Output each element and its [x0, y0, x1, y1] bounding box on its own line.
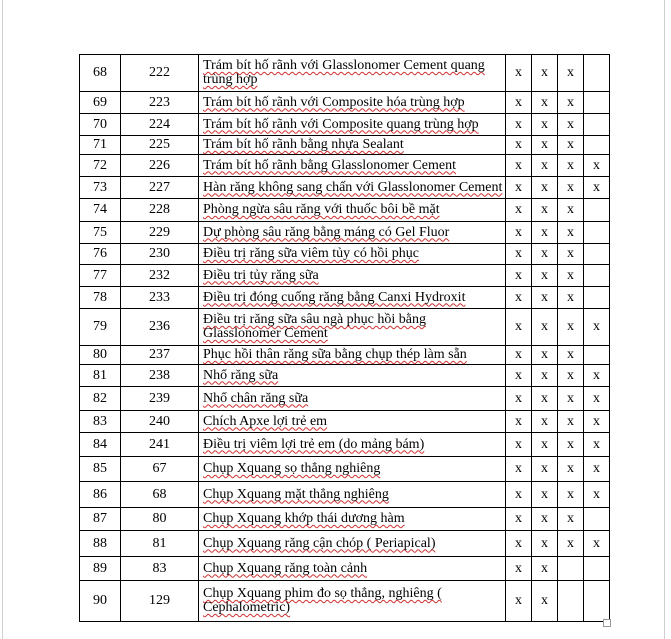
procedure-name-text: Điều trị tủy răng sữa [203, 267, 319, 283]
table-row [80, 136, 610, 155]
procedure-code-cell[interactable]: 68 [121, 482, 199, 508]
level-mark-cell-3[interactable]: x [558, 114, 584, 136]
level-mark-cell-4[interactable] [584, 92, 610, 114]
procedure-code-cell[interactable]: 241 [121, 433, 199, 457]
row-number-cell[interactable]: 90 [80, 581, 121, 622]
procedure-name-text: Điều trị viêm lợi trẻ em (do mảng bám) [203, 436, 425, 452]
level-mark-cell-4[interactable]: x [584, 365, 610, 387]
level-mark-cell-2[interactable]: x [532, 365, 558, 387]
level-mark-cell-4[interactable]: x [584, 433, 610, 457]
level-mark-cell-4[interactable] [584, 136, 610, 155]
row-number-cell[interactable]: 89 [80, 557, 121, 581]
procedure-code-cell[interactable]: 129 [121, 581, 199, 622]
table-row [80, 199, 610, 222]
procedure-name-cell[interactable] [199, 346, 506, 365]
table-row [80, 309, 610, 346]
level-mark-cell-1[interactable]: x [506, 557, 532, 581]
level-mark-cell-4[interactable]: x [584, 457, 610, 482]
table-row [80, 433, 610, 457]
procedure-code-cell[interactable]: 81 [121, 531, 199, 557]
level-mark-cell-3[interactable]: x [558, 433, 584, 457]
level-mark-cell-2[interactable]: x [532, 482, 558, 508]
procedure-code-cell[interactable]: 232 [121, 265, 199, 287]
procedure-name-text: Dự phòng sâu răng bằng máng có Gel Fluor [203, 224, 450, 240]
table-row [80, 346, 610, 365]
level-mark-cell-4[interactable]: x [584, 531, 610, 557]
row-number-cell[interactable]: 69 [80, 92, 121, 114]
row-number-cell[interactable]: 77 [80, 265, 121, 287]
procedure-name-text: Chụp Xquang răng cận chóp ( Periapical) [203, 535, 436, 551]
row-number-cell[interactable]: 71 [80, 136, 121, 155]
level-mark-cell-2[interactable]: x [532, 199, 558, 222]
procedure-name-cell[interactable] [199, 244, 506, 265]
level-mark-cell-3[interactable]: x [558, 387, 584, 411]
table-row [80, 287, 610, 309]
level-mark-cell-4[interactable] [584, 199, 610, 222]
level-mark-cell-3[interactable]: x [558, 265, 584, 287]
level-mark-cell-4[interactable] [584, 55, 610, 92]
procedure-name-text: Điều trị đóng cuống răng bằng Canxi Hydroxit [203, 289, 466, 305]
level-mark-cell-4[interactable]: x [584, 177, 610, 199]
procedure-name-text: Trám bít hố rãnh bằng nhựa Sealant [203, 137, 404, 152]
procedure-name-text: Chụp Xquang sọ thẳng nghiêng [203, 461, 381, 476]
level-mark-cell-1[interactable]: x [506, 92, 532, 114]
procedure-name-cell[interactable] [199, 199, 506, 222]
procedure-code-cell[interactable]: 80 [121, 508, 199, 531]
procedure-code-cell[interactable]: 230 [121, 244, 199, 265]
level-mark-cell-2[interactable]: x [532, 92, 558, 114]
procedure-name-text: Trám bít hố rãnh với Composite quang trùng hợp [203, 116, 479, 132]
level-mark-cell-1[interactable]: x [506, 136, 532, 155]
row-number-cell[interactable]: 80 [80, 346, 121, 365]
level-mark-cell-1[interactable]: x [506, 265, 532, 287]
procedure-name-cell[interactable] [199, 457, 506, 482]
procedure-name-cell[interactable] [199, 155, 506, 177]
procedure-name-cell[interactable] [199, 557, 506, 581]
level-mark-cell-2[interactable]: x [532, 265, 558, 287]
table-resize-handle[interactable] [603, 619, 611, 627]
procedure-name-cell[interactable] [199, 482, 506, 508]
row-number-cell[interactable]: 73 [80, 177, 121, 199]
level-mark-cell-4[interactable] [584, 287, 610, 309]
procedure-name-text: Điều trị răng sữa viêm tủy có hồi phục [203, 246, 419, 261]
level-mark-cell-1[interactable]: x [506, 457, 532, 482]
level-mark-cell-4[interactable]: x [584, 411, 610, 433]
row-number-cell[interactable]: 86 [80, 482, 121, 508]
procedure-name-text: Chụp Xquang mặt thẳng nghiêng [203, 486, 389, 502]
procedure-name-cell[interactable] [199, 114, 506, 136]
row-number-cell[interactable]: 70 [80, 114, 121, 136]
procedure-name-cell[interactable] [199, 411, 506, 433]
procedure-name-cell[interactable] [199, 581, 506, 622]
level-mark-cell-4[interactable]: x [584, 482, 610, 508]
level-mark-cell-1[interactable]: x [506, 199, 532, 222]
procedure-name-cell[interactable] [199, 136, 506, 155]
procedure-name-cell[interactable] [199, 55, 506, 92]
procedure-name-text: Chích Apxe lợi trẻ em [203, 413, 328, 429]
level-mark-cell-3[interactable]: x [558, 457, 584, 482]
table-row [80, 457, 610, 482]
procedure-code-cell[interactable]: 222 [121, 55, 199, 92]
table-row [80, 365, 610, 387]
level-mark-cell-1[interactable]: x [506, 222, 532, 244]
procedure-name-cell[interactable] [199, 531, 506, 557]
level-mark-cell-3[interactable]: x [558, 155, 584, 177]
level-mark-cell-3[interactable]: x [558, 531, 584, 557]
procedure-name-cell[interactable] [199, 309, 506, 346]
level-mark-cell-3[interactable]: x [558, 365, 584, 387]
procedure-name-text: Trám bít hố rãnh với Composite hóa trùng hợp [203, 94, 465, 110]
procedure-table-body [80, 55, 610, 622]
level-mark-cell-2[interactable]: x [532, 136, 558, 155]
table-row [80, 411, 610, 433]
level-mark-cell-4[interactable]: x [584, 387, 610, 411]
procedure-code-cell[interactable]: 236 [121, 309, 199, 346]
level-mark-cell-3[interactable] [558, 557, 584, 581]
level-mark-cell-1[interactable]: x [506, 365, 532, 387]
level-mark-cell-2[interactable]: x [532, 309, 558, 346]
table-row [80, 222, 610, 244]
level-mark-cell-1[interactable]: x [506, 155, 532, 177]
table-row [80, 387, 610, 411]
level-mark-cell-4[interactable] [584, 346, 610, 365]
row-number-cell[interactable]: 68 [80, 55, 121, 92]
row-number-cell[interactable]: 84 [80, 433, 121, 457]
procedure-name-text: Chụp Xquang răng toàn cảnh [203, 560, 368, 576]
level-mark-cell-1[interactable]: x [506, 508, 532, 531]
level-mark-cell-2[interactable]: x [532, 222, 558, 244]
table-row [80, 265, 610, 287]
procedure-name-cell[interactable] [199, 287, 506, 309]
table-row [80, 155, 610, 177]
level-mark-cell-3[interactable]: x [558, 92, 584, 114]
table-row [80, 55, 610, 92]
table-row [80, 581, 610, 622]
level-mark-cell-4[interactable] [584, 265, 610, 287]
table-row [80, 482, 610, 508]
page-right-edge [664, 0, 665, 639]
procedure-code-cell[interactable]: 224 [121, 114, 199, 136]
level-mark-cell-3[interactable]: x [558, 55, 584, 92]
procedure-name-cell[interactable] [199, 222, 506, 244]
row-number-cell[interactable]: 79 [80, 309, 121, 346]
procedure-name-text: Chụp Xquang khớp thái dương hàm [203, 511, 405, 526]
level-mark-cell-3[interactable]: x [558, 309, 584, 346]
level-mark-cell-1[interactable]: x [506, 114, 532, 136]
level-mark-cell-2[interactable]: x [532, 55, 558, 92]
row-number-cell[interactable]: 81 [80, 365, 121, 387]
procedure-name-text: Chụp Xquang phim đo sọ thẳng, nghiêng ( Cephalometric) [203, 586, 442, 615]
procedure-name-cell[interactable] [199, 433, 506, 457]
procedure-name-cell[interactable] [199, 265, 506, 287]
level-mark-cell-2[interactable]: x [532, 244, 558, 265]
table-row [80, 177, 610, 199]
procedure-code-cell[interactable]: 237 [121, 346, 199, 365]
procedure-name-text: Phục hồi thân răng sữa bằng chụp thép làm sẵn [203, 347, 467, 362]
level-mark-cell-2[interactable]: x [532, 557, 558, 581]
row-number-cell[interactable]: 85 [80, 457, 121, 482]
procedure-name-cell[interactable] [199, 365, 506, 387]
procedure-name-text: Nhổ răng sữa [203, 367, 279, 383]
row-number-cell[interactable]: 76 [80, 244, 121, 265]
level-mark-cell-1[interactable]: x [506, 287, 532, 309]
procedure-name-cell[interactable] [199, 508, 506, 531]
level-mark-cell-1[interactable]: x [506, 433, 532, 457]
procedure-code-cell[interactable]: 223 [121, 92, 199, 114]
level-mark-cell-2[interactable]: x [532, 346, 558, 365]
row-number-cell[interactable]: 74 [80, 199, 121, 222]
level-mark-cell-2[interactable]: x [532, 411, 558, 433]
table-row [80, 114, 610, 136]
level-mark-cell-4[interactable] [584, 114, 610, 136]
level-mark-cell-3[interactable]: x [558, 287, 584, 309]
procedure-code-cell[interactable]: 227 [121, 177, 199, 199]
level-mark-cell-2[interactable]: x [532, 155, 558, 177]
level-mark-cell-1[interactable]: x [506, 346, 532, 365]
level-mark-cell-4[interactable] [584, 557, 610, 581]
procedure-name-cell[interactable] [199, 387, 506, 411]
procedure-name-cell[interactable] [199, 177, 506, 199]
row-number-cell[interactable]: 72 [80, 155, 121, 177]
level-mark-cell-2[interactable]: x [532, 114, 558, 136]
level-mark-cell-1[interactable]: x [506, 411, 532, 433]
level-mark-cell-3[interactable]: x [558, 177, 584, 199]
level-mark-cell-2[interactable]: x [532, 581, 558, 622]
procedure-code-cell[interactable]: 83 [121, 557, 199, 581]
table-row [80, 92, 610, 114]
procedure-code-cell[interactable]: 240 [121, 411, 199, 433]
procedure-name-text: Hàn răng không sang chấn với Glasslonomer Cement [203, 179, 503, 195]
level-mark-cell-2[interactable]: x [532, 287, 558, 309]
level-mark-cell-4[interactable] [584, 581, 610, 622]
level-mark-cell-4[interactable]: x [584, 309, 610, 346]
table-row [80, 508, 610, 531]
row-number-cell[interactable]: 83 [80, 411, 121, 433]
row-number-cell[interactable]: 82 [80, 387, 121, 411]
level-mark-cell-2[interactable]: x [532, 387, 558, 411]
procedure-name-text: Phòng ngừa sâu răng với thuốc bôi bề mặt [203, 202, 440, 217]
row-number-cell[interactable]: 75 [80, 222, 121, 244]
procedure-name-text: Điều trị răng sữa sâu ngà phục hồi bằng Glasslonomer Cement [203, 312, 426, 341]
procedure-code-cell[interactable]: 67 [121, 457, 199, 482]
level-mark-cell-4[interactable] [584, 222, 610, 244]
procedure-code-cell[interactable]: 233 [121, 287, 199, 309]
table-row [80, 531, 610, 557]
procedure-table [79, 54, 610, 622]
procedure-name-text: Trám bít hố rãnh bằng Glasslonomer Cement [203, 157, 457, 173]
level-mark-cell-2[interactable]: x [532, 508, 558, 531]
level-mark-cell-2[interactable]: x [532, 177, 558, 199]
level-mark-cell-3[interactable]: x [558, 244, 584, 265]
level-mark-cell-1[interactable]: x [506, 309, 532, 346]
level-mark-cell-2[interactable]: x [532, 457, 558, 482]
level-mark-cell-1[interactable]: x [506, 581, 532, 622]
procedure-name-text: Trám bít hố rãnh với Glasslonomer Cement quang trùng hợp [203, 58, 485, 87]
level-mark-cell-3[interactable]: x [558, 482, 584, 508]
level-mark-cell-1[interactable]: x [506, 531, 532, 557]
level-mark-cell-1[interactable]: x [506, 482, 532, 508]
level-mark-cell-2[interactable]: x [532, 433, 558, 457]
procedure-code-cell[interactable]: 238 [121, 365, 199, 387]
level-mark-cell-1[interactable]: x [506, 244, 532, 265]
procedure-name-cell[interactable] [199, 92, 506, 114]
level-mark-cell-3[interactable] [558, 581, 584, 622]
procedure-code-cell[interactable]: 228 [121, 199, 199, 222]
level-mark-cell-4[interactable]: x [584, 155, 610, 177]
row-number-cell[interactable]: 87 [80, 508, 121, 531]
procedure-code-cell[interactable]: 229 [121, 222, 199, 244]
level-mark-cell-3[interactable]: x [558, 411, 584, 433]
row-number-cell[interactable]: 78 [80, 287, 121, 309]
level-mark-cell-2[interactable]: x [532, 531, 558, 557]
level-mark-cell-1[interactable]: x [506, 177, 532, 199]
row-number-cell[interactable]: 88 [80, 531, 121, 557]
level-mark-cell-3[interactable]: x [558, 346, 584, 365]
table-row [80, 557, 610, 581]
level-mark-cell-3[interactable]: x [558, 222, 584, 244]
procedure-code-cell[interactable]: 226 [121, 155, 199, 177]
level-mark-cell-4[interactable] [584, 244, 610, 265]
level-mark-cell-1[interactable]: x [506, 387, 532, 411]
procedure-code-cell[interactable]: 225 [121, 136, 199, 155]
level-mark-cell-3[interactable]: x [558, 199, 584, 222]
level-mark-cell-3[interactable]: x [558, 508, 584, 531]
procedure-name-text: Nhổ chân răng sữa [203, 390, 309, 406]
page-left-edge [2, 0, 3, 639]
procedure-code-cell[interactable]: 239 [121, 387, 199, 411]
table-row [80, 244, 610, 265]
level-mark-cell-3[interactable]: x [558, 136, 584, 155]
level-mark-cell-4[interactable] [584, 508, 610, 531]
level-mark-cell-1[interactable]: x [506, 55, 532, 92]
